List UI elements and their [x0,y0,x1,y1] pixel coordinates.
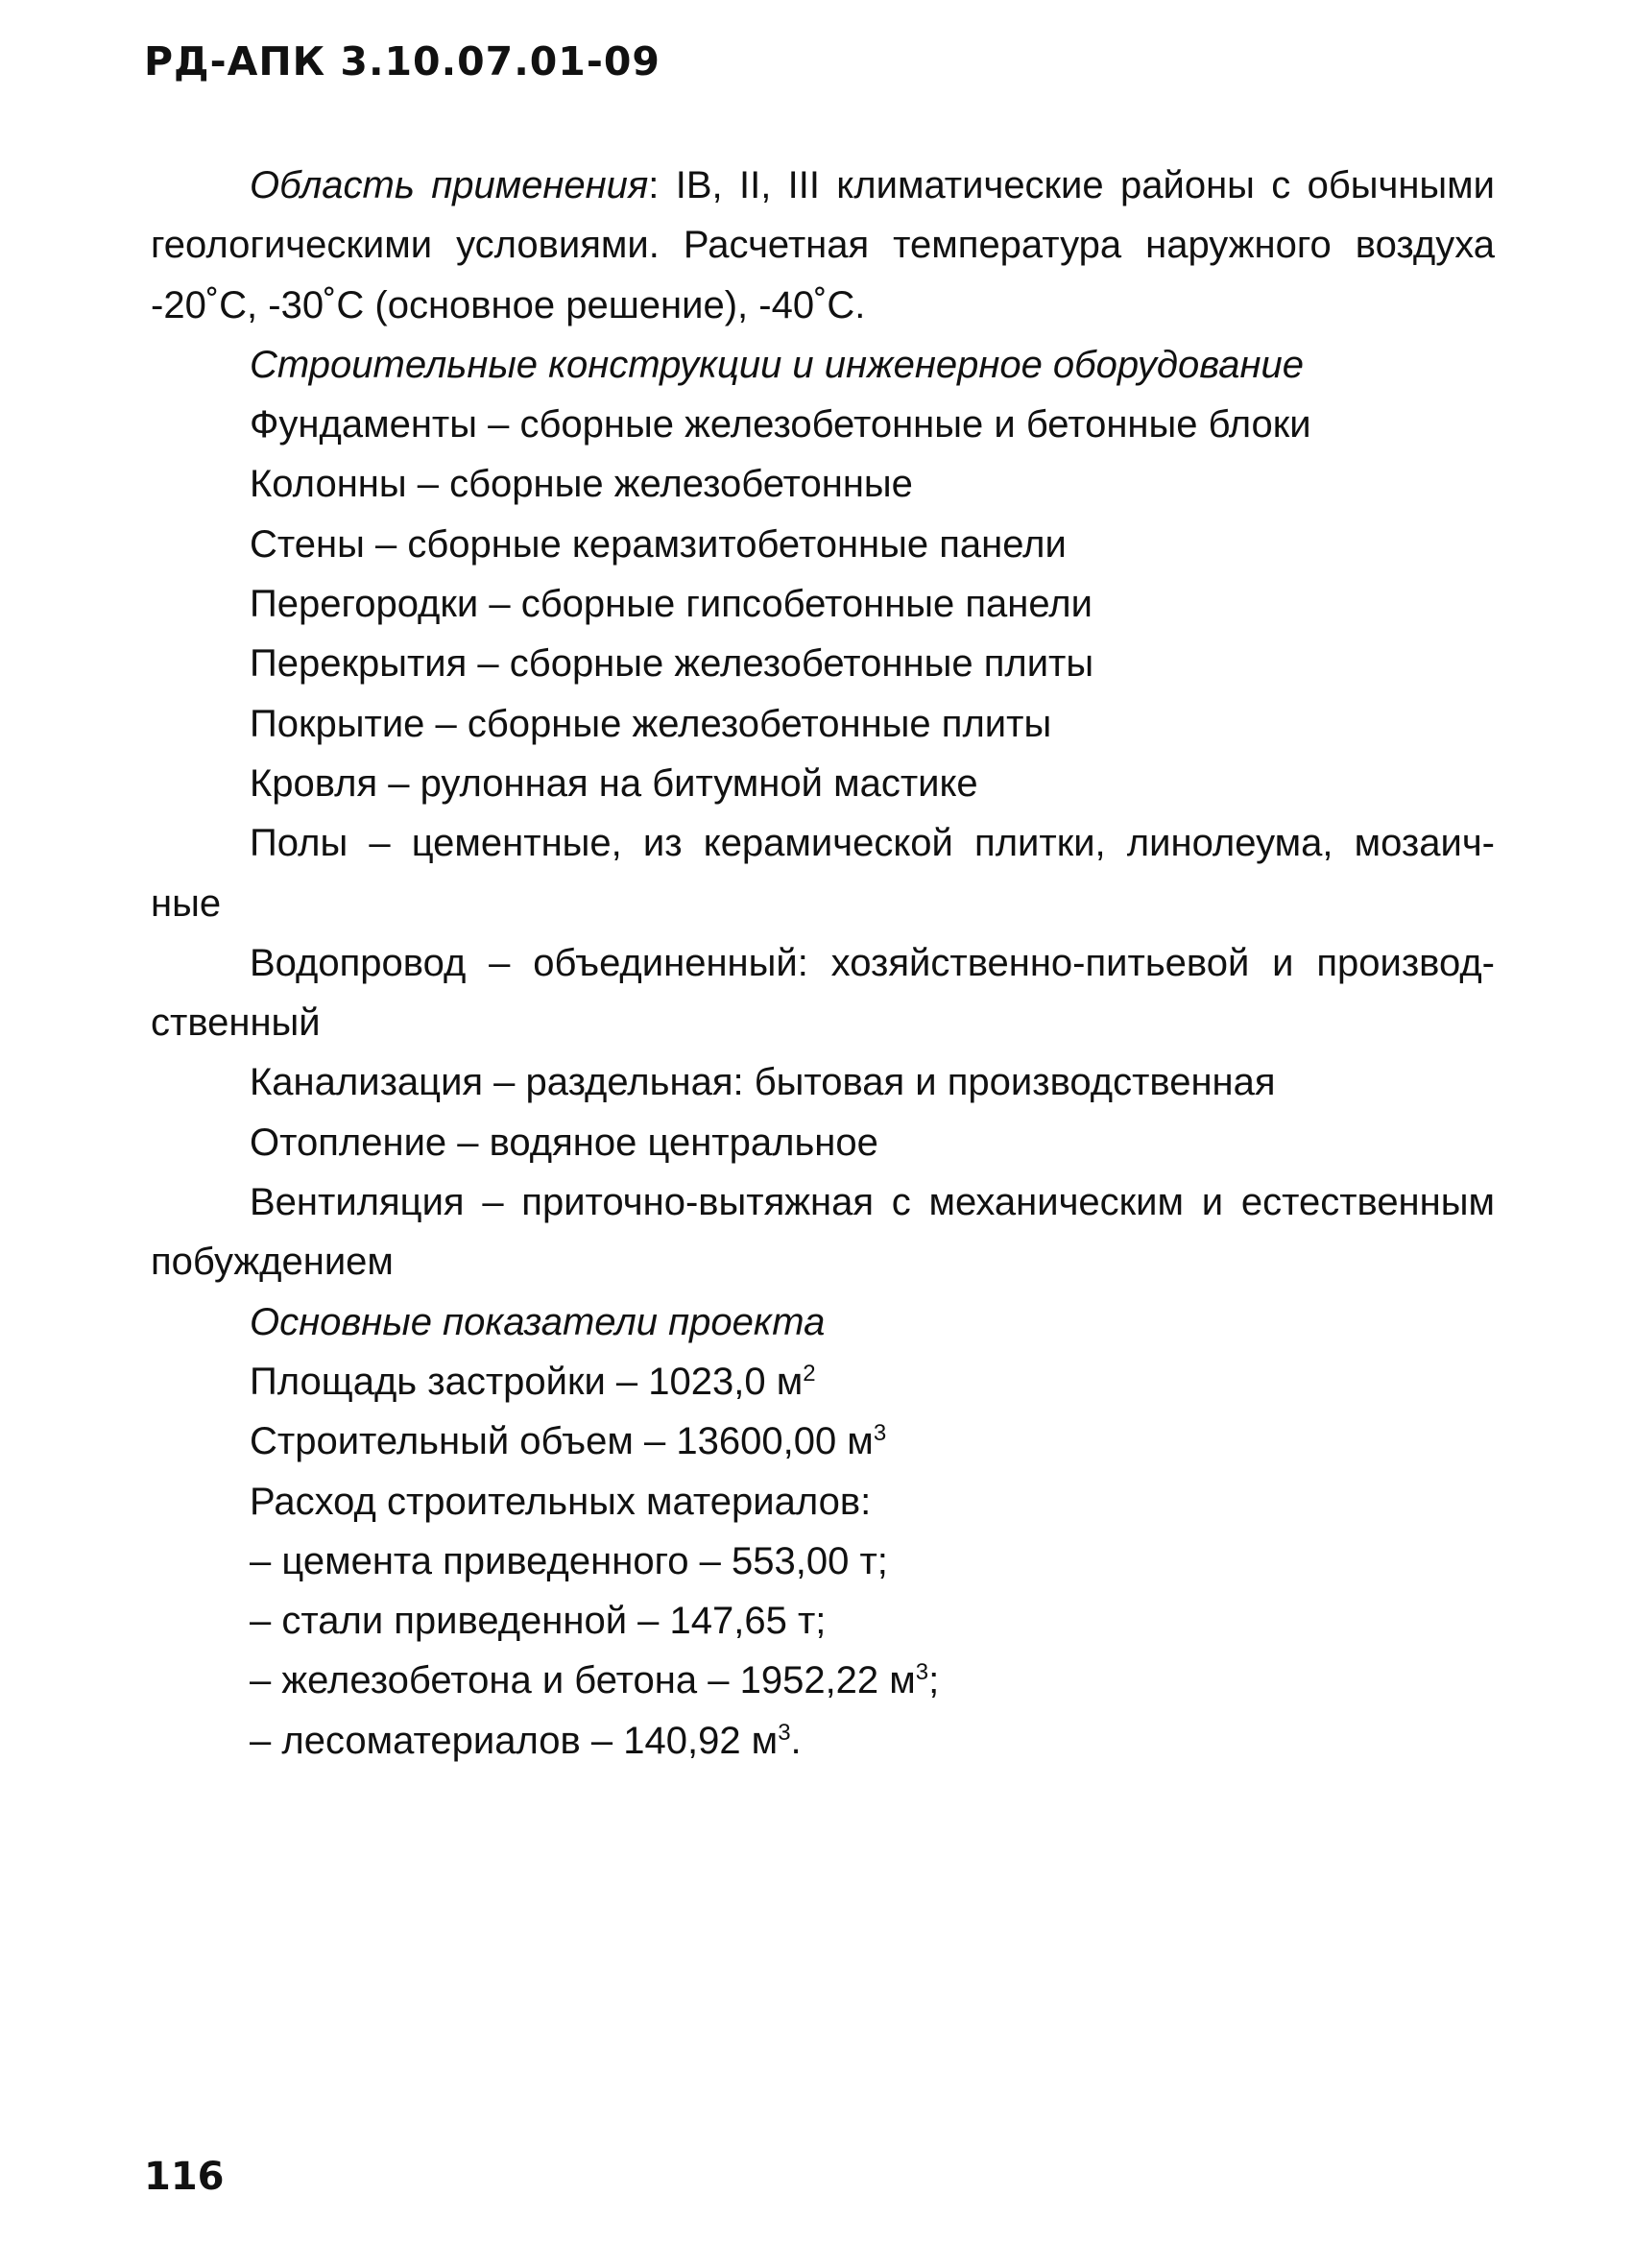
construction-item-walls: Стены – сборные керамзитобетонные панели [250,522,1067,566]
indicators-heading: Основные показатели проекта [250,1300,826,1343]
building-area-text: Площадь застройки – 1023,0 м [250,1360,804,1403]
heating-line: Отопление – водяное центральное [250,1121,878,1164]
construction-item-columns: Колонны – сборные железобетонные [250,463,913,506]
construction-item-roof-covering: Покрытие – сборные железобетонные плиты [250,702,1052,745]
timber-line [151,1711,1495,1771]
timber-superscript: 3 [778,1719,791,1746]
construction-heading: Строительные конструкции и инженерное оборудование [250,343,1304,386]
scope-label: Область применения [250,164,649,206]
building-volume-superscript: 3 [873,1420,887,1447]
ventilation-line-2: побуждением [151,1241,394,1284]
ventilation-line-1: Вентиляция – приточно-вытяжная с механическим и естественным [250,1181,1495,1224]
building-area-line [151,1352,1495,1411]
concrete-superscript: 3 [915,1659,929,1686]
scope-line-3: -20˚С, -30˚С (основное решение), -40˚С. [151,283,866,326]
construction-item-partitions: Перегородки – сборные гипсобетонные панели [250,583,1093,626]
water-supply-line-1: Водопровод – объединенный: хозяйственно-питьевой и производ- [250,941,1495,984]
materials-heading: Расход строительных материалов: [250,1480,872,1523]
construction-item-floors-slabs: Перекрытия – сборные железобетонные плиты [250,642,1094,686]
construction-item-foundations: Фундаменты – сборные железобетонные и бетонные блоки [250,403,1311,446]
construction-item-roofing: Кровля – рулонная на битумной мастике [250,761,978,805]
floors-line-1: Полы – цементные, из керамической плитки, линолеума, мозаич- [250,822,1495,865]
scope-line-1 [151,156,1495,215]
water-supply-line-2: ственный [151,1001,321,1045]
body-text [151,156,1495,1771]
timber-end: . [790,1719,802,1762]
concrete-end: ; [928,1659,940,1702]
concrete-text: – железобетона и бетона – 1952,22 м [250,1659,916,1702]
document-code-header: РД-АПК 3.10.07.01-09 [144,38,660,84]
floors-line-2: ные [151,881,222,925]
building-area-superscript: 2 [803,1360,816,1387]
cement-line: – цемента приведенного – 553,00 т; [250,1539,888,1582]
building-volume-line [151,1411,1495,1471]
scope-text-1: : IB, II, III климатические районы с обычными [648,164,1495,206]
concrete-line [151,1651,1495,1710]
building-volume-text: Строительный объем – 13600,00 м [250,1420,874,1463]
steel-line: – стали приведенной – 147,65 т; [250,1600,827,1643]
sewerage-line: Канализация – раздельная: бытовая и производственная [250,1061,1276,1104]
timber-text: – лесоматериалов – 140,92 м [250,1719,779,1762]
scope-line-2: геологическими условиями. Расчетная температура наружного воздуха [151,224,1495,267]
page-number: 116 [144,2155,225,2199]
